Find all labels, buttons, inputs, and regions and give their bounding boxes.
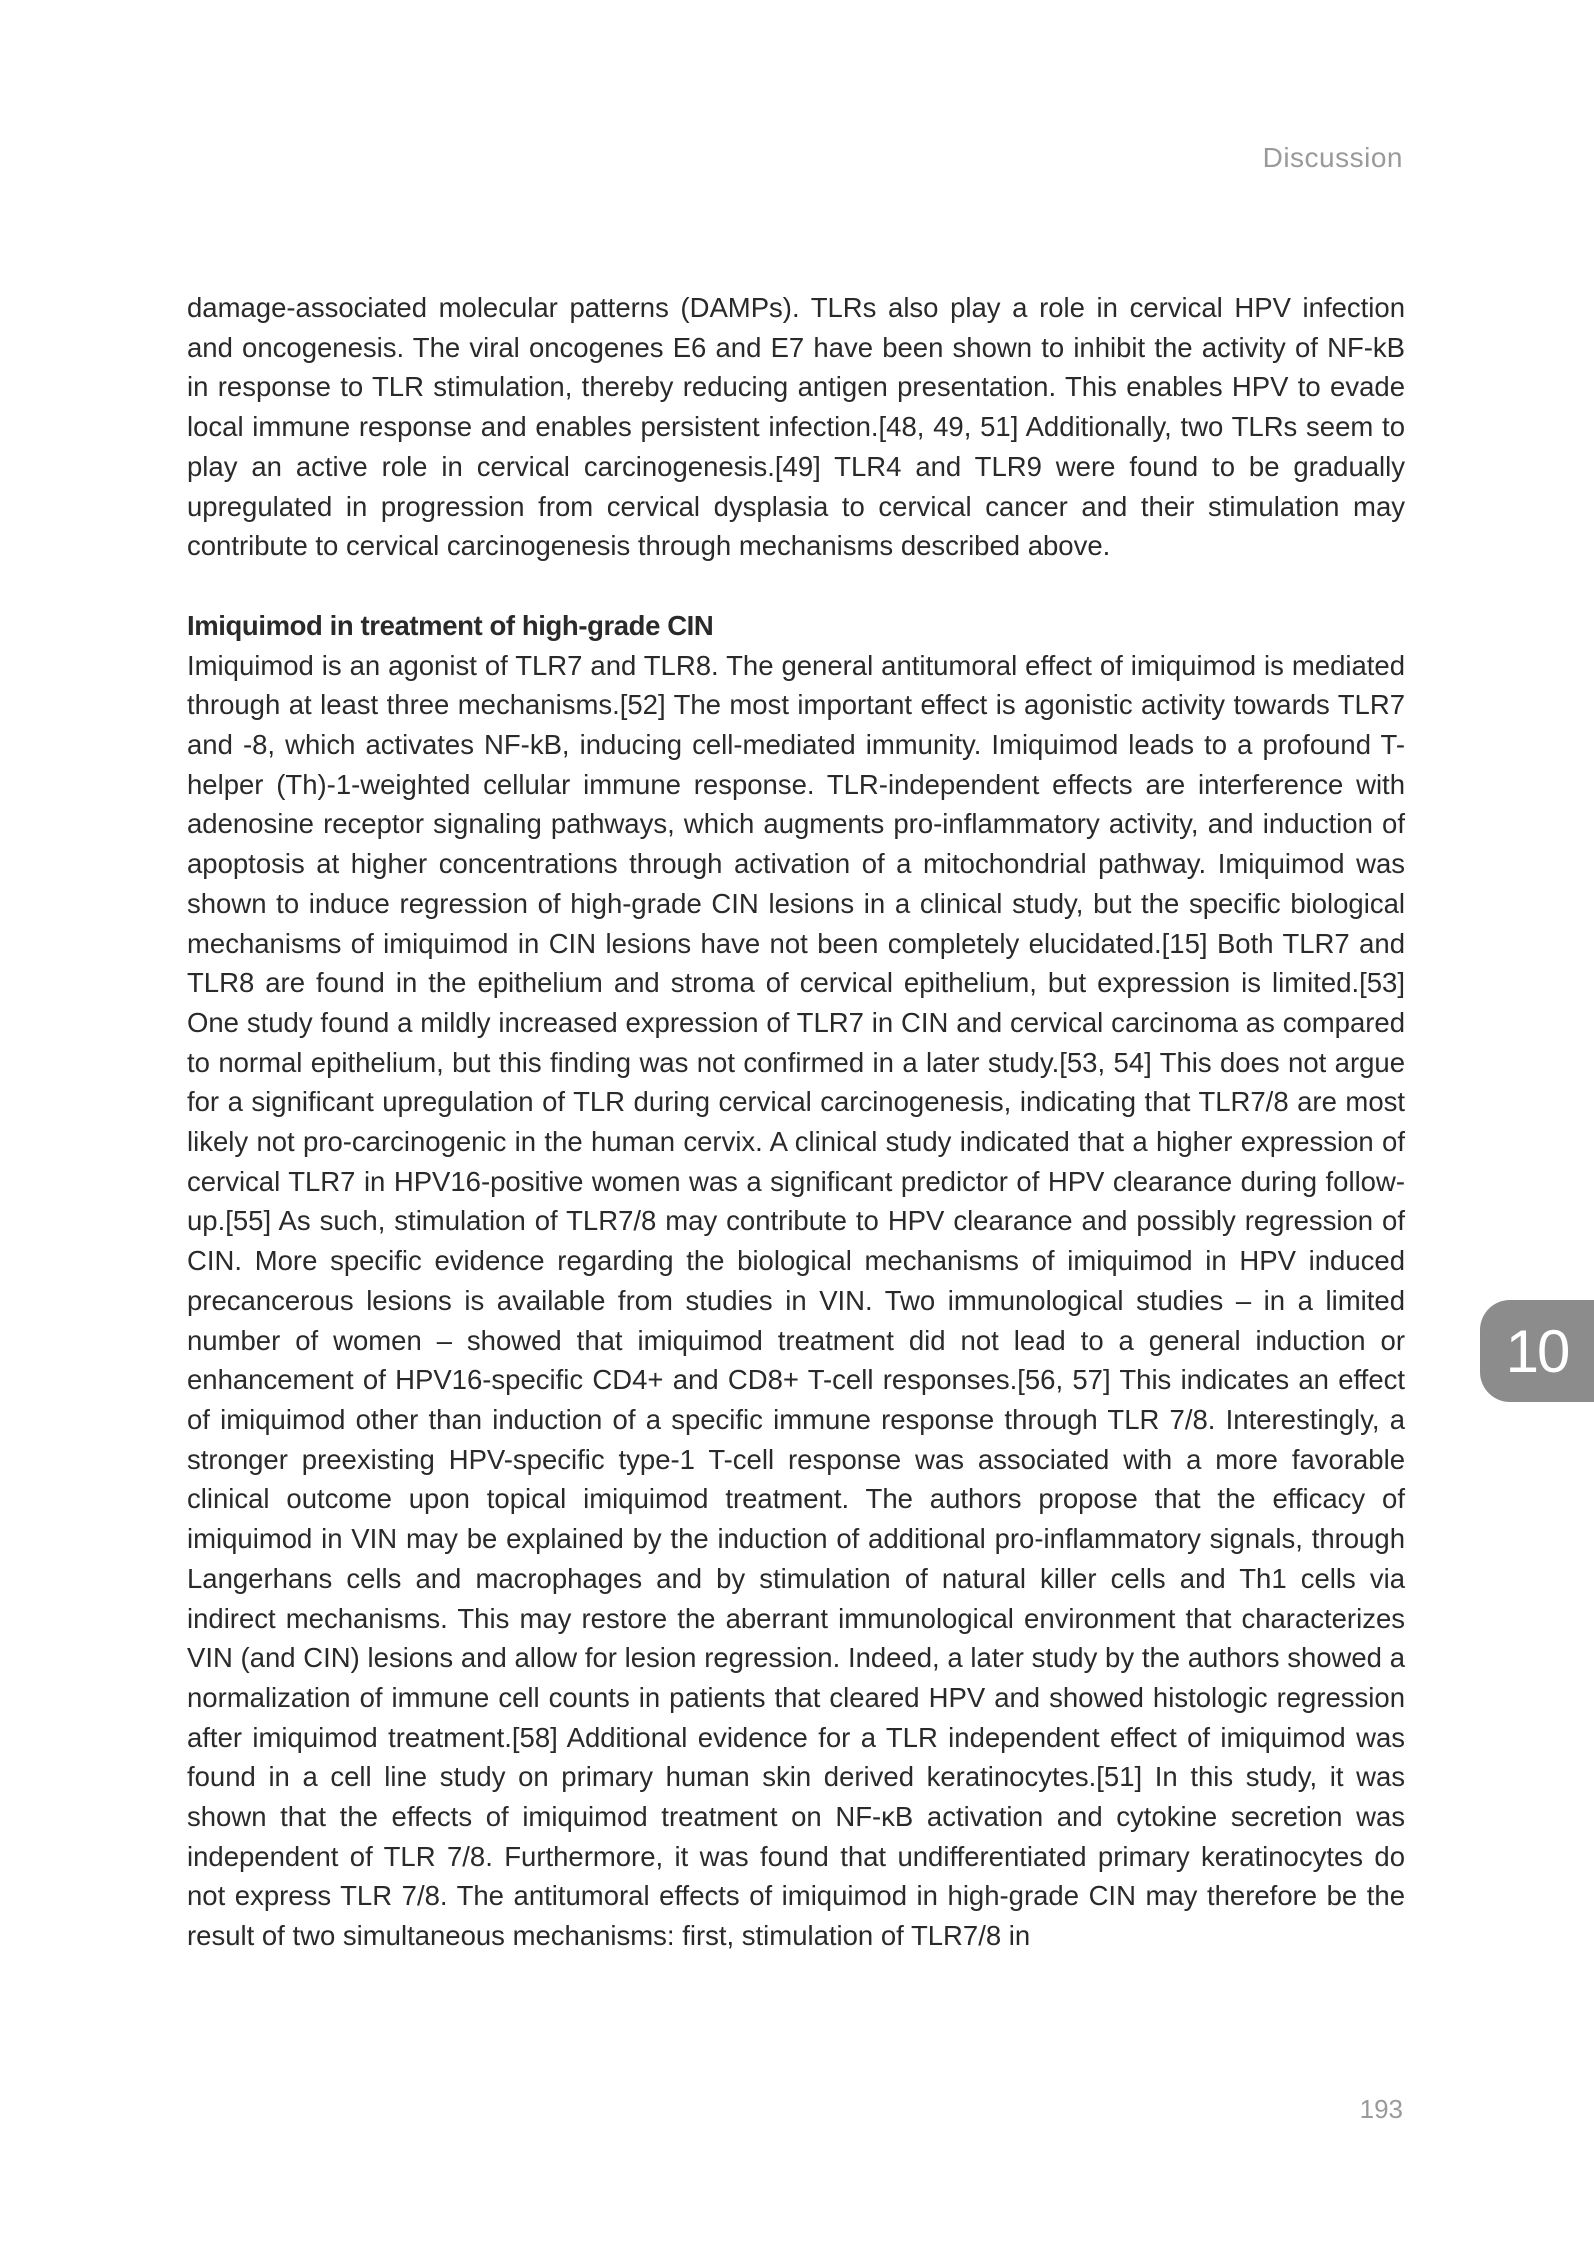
page-number: 193 [1359, 2094, 1403, 2124]
running-header: Discussion [1262, 142, 1403, 173]
paragraph-2: Imiquimod is an agonist of TLR7 and TLR8. The general antitumoral effect of imiquimod is mediated through at least three mechanisms.[52] The most important effect is agonistic activity towards TLR7 and -8, which activates NF-kB, inducing cell-mediated immunity. Imiquimod leads to a profound T-helper (Th)-1-weighted cellular immune response. TLR-independent effects are interference with adenosine receptor signaling pathways, which augments pro-inflammatory activity, and induction of apoptosis at higher concentrations through activation of a mitochondrial pathway. Imiquimod was shown to induce regression of high-grade CIN lesions in a clinical study, but the specific biological mechanisms of imiquimod in CIN lesions have not been completely elucidated.[15] Both TLR7 and TLR8 are found in the epithelium and stroma of cervical epithelium, but expression is limited.[53] One study found a mildly increased expression of TLR7 in CIN and cervical carcinoma as compared to normal epithelium, but this finding was not confirmed in a later study.[53, 54] This does not argue for a significant upregulation of TLR during cervical carcinogenesis, indicating that TLR7/8 are most likely not pro-carcinogenic in the human cervix. A clinical study indicated that a higher expression of cervical TLR7 in HPV16-positive women was a significant predictor of HPV clearance during follow-up.[55] As such, stimulation of TLR7/8 may contribute to HPV clearance and possibly regression of CIN. More specific evidence regarding the biological mechanisms of imiquimod in HPV induced precancerous lesions is available from studies in VIN. Two immunological studies – in a limited number of women – showed that imiquimod treatment did not lead to a general induction or enhancement of HPV16-specific CD4+ and CD8+ T-cell responses.[56, 57] This indicates an effect of imiquimod other than induction of a specific immune response through TLR 7/8. Interestingly, a stronger preexisting HPV-specific type-1 T-cell response was associated with a more favorable clinical outcome upon topical imiquimod treatment. The authors propose that the efficacy of imiquimod in VIN may be explained by the induction of additional pro-inflammatory signals, through Langerhans cells and macrophages and by stimulation of natural killer cells and Th1 cells via indirect mechanisms. This may restore the aberrant immunological environment that characterizes VIN (and CIN) lesions and allow for lesion regression. Indeed, a later study by the authors showed a normalization of immune cell counts in patients that cleared HPV and showed histologic regression after imiquimod treatment.[58] Additional evidence for a TLR independent effect of imiquimod was found in a cell line study on primary human skin derived keratinocytes.[51] In this study, it was shown that the effects of imiquimod treatment on NF-κB activation and cytokine secretion was independent of TLR 7/8. Furthermore, it was found that undifferentiated primary keratinocytes do not express TLR 7/8. The antitumoral effects of imiquimod in high-grade CIN may therefore be the result of two simultaneous mechanisms: first, stimulation of TLR7/8 in [187, 649, 1405, 1952]
chapter-number: 10 [1505, 1317, 1569, 1385]
chapter-tab [1480, 1300, 1594, 1402]
paragraph-1: damage-associated molecular patterns (DAMPs). TLRs also play a role in cervical HPV infection and oncogenesis. The viral oncogenes E6 and E7 have been shown to inhibit the activity of NF-kB in response to TLR stimulation, thereby reducing antigen presentation. This enables HPV to evade local immune response and enables persistent infection.[48, 49, 51] Additionally, two TLRs seem to play an active role in cervical carcinogenesis.[49] TLR4 and TLR9 were found to be gradually upregulated in progression from cervical dysplasia to cervical cancer and their stimulation may contribute to cervical carcinogenesis through mechanisms described above. [187, 292, 1405, 562]
section-heading: Imiquimod in treatment of high-grade CIN [187, 609, 714, 641]
body-text [187, 288, 1405, 1956]
